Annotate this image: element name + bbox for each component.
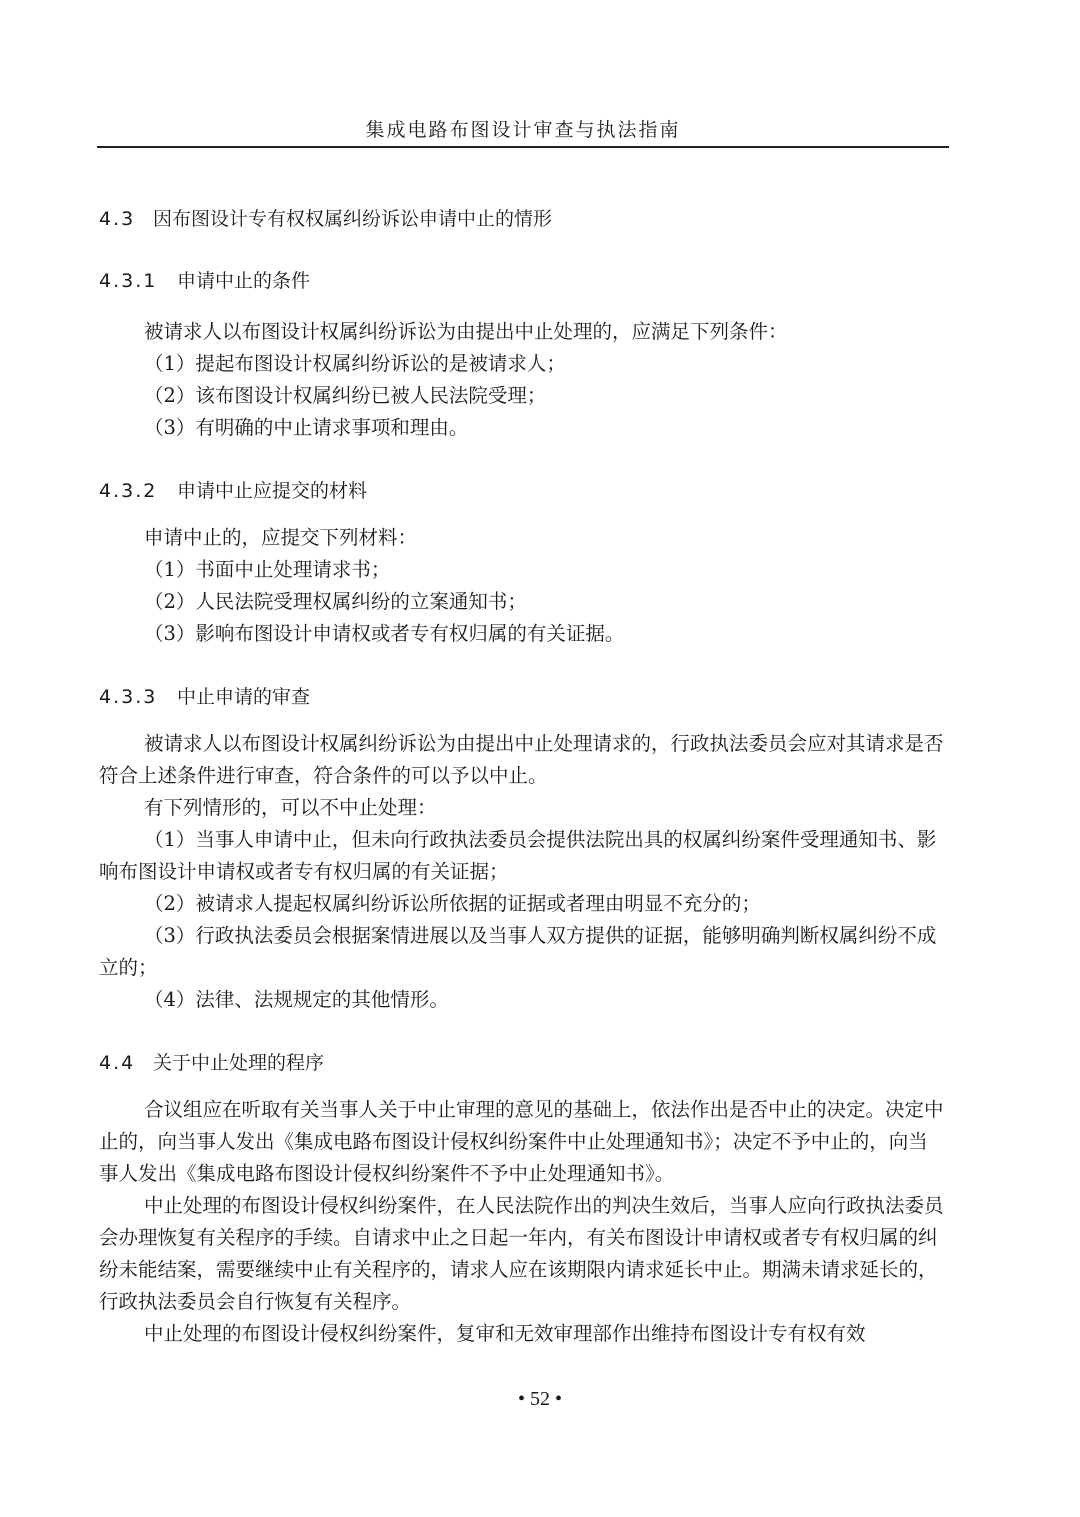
- paragraph: 中止处理的布图设计侵权纠纷案件，在人民法院作出的判决生效后，当事人应向行政执法委员会办理恢复有关程序的手续。自请求中止之日起一年内，有关布图设计申请权或者专有权归属的纠纷未能结案，需要继续中止有关程序的，请求人应在该期限内请求延长中止。期满未请求延长的，行政执法委员会自行恢复有关程序。: [99, 1194, 944, 1313]
- paragraph: 合议组应在听取有关当事人关于中止审理的意见的基础上，依法作出是否中止的决定。决定中止的，向当事人发出《集成电路布图设计侵权纠纷案件中止处理通知书》；决定不予中止的，向当事人发出《集成电路布图设计侵权纠纷案件不予中止处理通知书》。: [99, 1098, 944, 1185]
- section-title: 因布图设计专有权权属纠纷诉讼申请中止的情形: [153, 208, 553, 230]
- paragraph: 被请求人以布图设计权属纠纷诉讼为由提出中止处理请求的，行政执法委员会应对其请求是否符合上述条件进行审查，符合条件的可以予以中止。: [99, 732, 944, 787]
- section-heading-4-3-1: [99, 266, 947, 296]
- section-number: 4.3.1: [99, 270, 158, 292]
- section-title: 申请中止应提交的材料: [177, 480, 368, 502]
- paragraph: 申请中止的，应提交下列材料：: [144, 526, 418, 549]
- section-number: 4.3.3: [99, 686, 158, 708]
- section-number: 4.3: [99, 208, 136, 230]
- paragraph: 中止处理的布图设计侵权纠纷案件，复审和无效审理部作出维持布图设计专有权有效: [144, 1322, 866, 1345]
- section-title: 申请中止的条件: [177, 270, 311, 292]
- list-item: （1）提起布图设计权属纠纷诉讼的是被请求人；: [144, 352, 566, 375]
- paragraph: 被请求人以布图设计权属纠纷诉讼为由提出中止处理的，应满足下列条件：: [144, 320, 788, 343]
- list-item: （3）有明确的中止请求事项和理由。: [144, 416, 469, 439]
- section-title: 关于中止处理的程序: [153, 1052, 325, 1074]
- list-item: （3）影响布图设计申请权或者专有权归属的有关证据。: [144, 622, 625, 645]
- list-item: （2）人民法院受理权属纠纷的立案通知书；: [144, 590, 527, 613]
- running-header: 集成电路布图设计审查与执法指南: [365, 119, 681, 141]
- section-heading-4-3-2: [99, 476, 947, 506]
- body-content: [99, 190, 947, 1350]
- list-item: （1）书面中止处理请求书；: [144, 558, 391, 581]
- list-item: （2）被请求人提起权属纠纷诉讼所依据的证据或者理由明显不充分的；: [144, 892, 761, 915]
- page-number: • 52 •: [517, 1388, 562, 1410]
- list-item: （3）行政执法委员会根据案情进展以及当事人双方提供的证据，能够明确判断权属纠纷不成立的；: [99, 924, 937, 979]
- paragraph: 有下列情形的，可以不中止处理：: [144, 796, 437, 819]
- section-heading-4-3-3: [99, 682, 947, 712]
- list-item: （1）当事人申请中止，但未向行政执法委员会提供法院出具的权属纠纷案件受理通知书、影响布图设计申请权或者专有权归属的有关证据；: [99, 828, 937, 883]
- section-title: 中止申请的审查: [177, 686, 311, 708]
- list-item: （4）法律、法规规定的其他情形。: [144, 988, 449, 1011]
- section-heading-4-3: [99, 204, 947, 234]
- list-item: （2）该布图设计权属纠纷已被人民法院受理；: [144, 384, 547, 407]
- section-number: 4.3.2: [99, 480, 158, 502]
- section-heading-4-4: [99, 1048, 947, 1078]
- header-rule: [97, 146, 949, 148]
- section-number: 4.4: [99, 1052, 136, 1074]
